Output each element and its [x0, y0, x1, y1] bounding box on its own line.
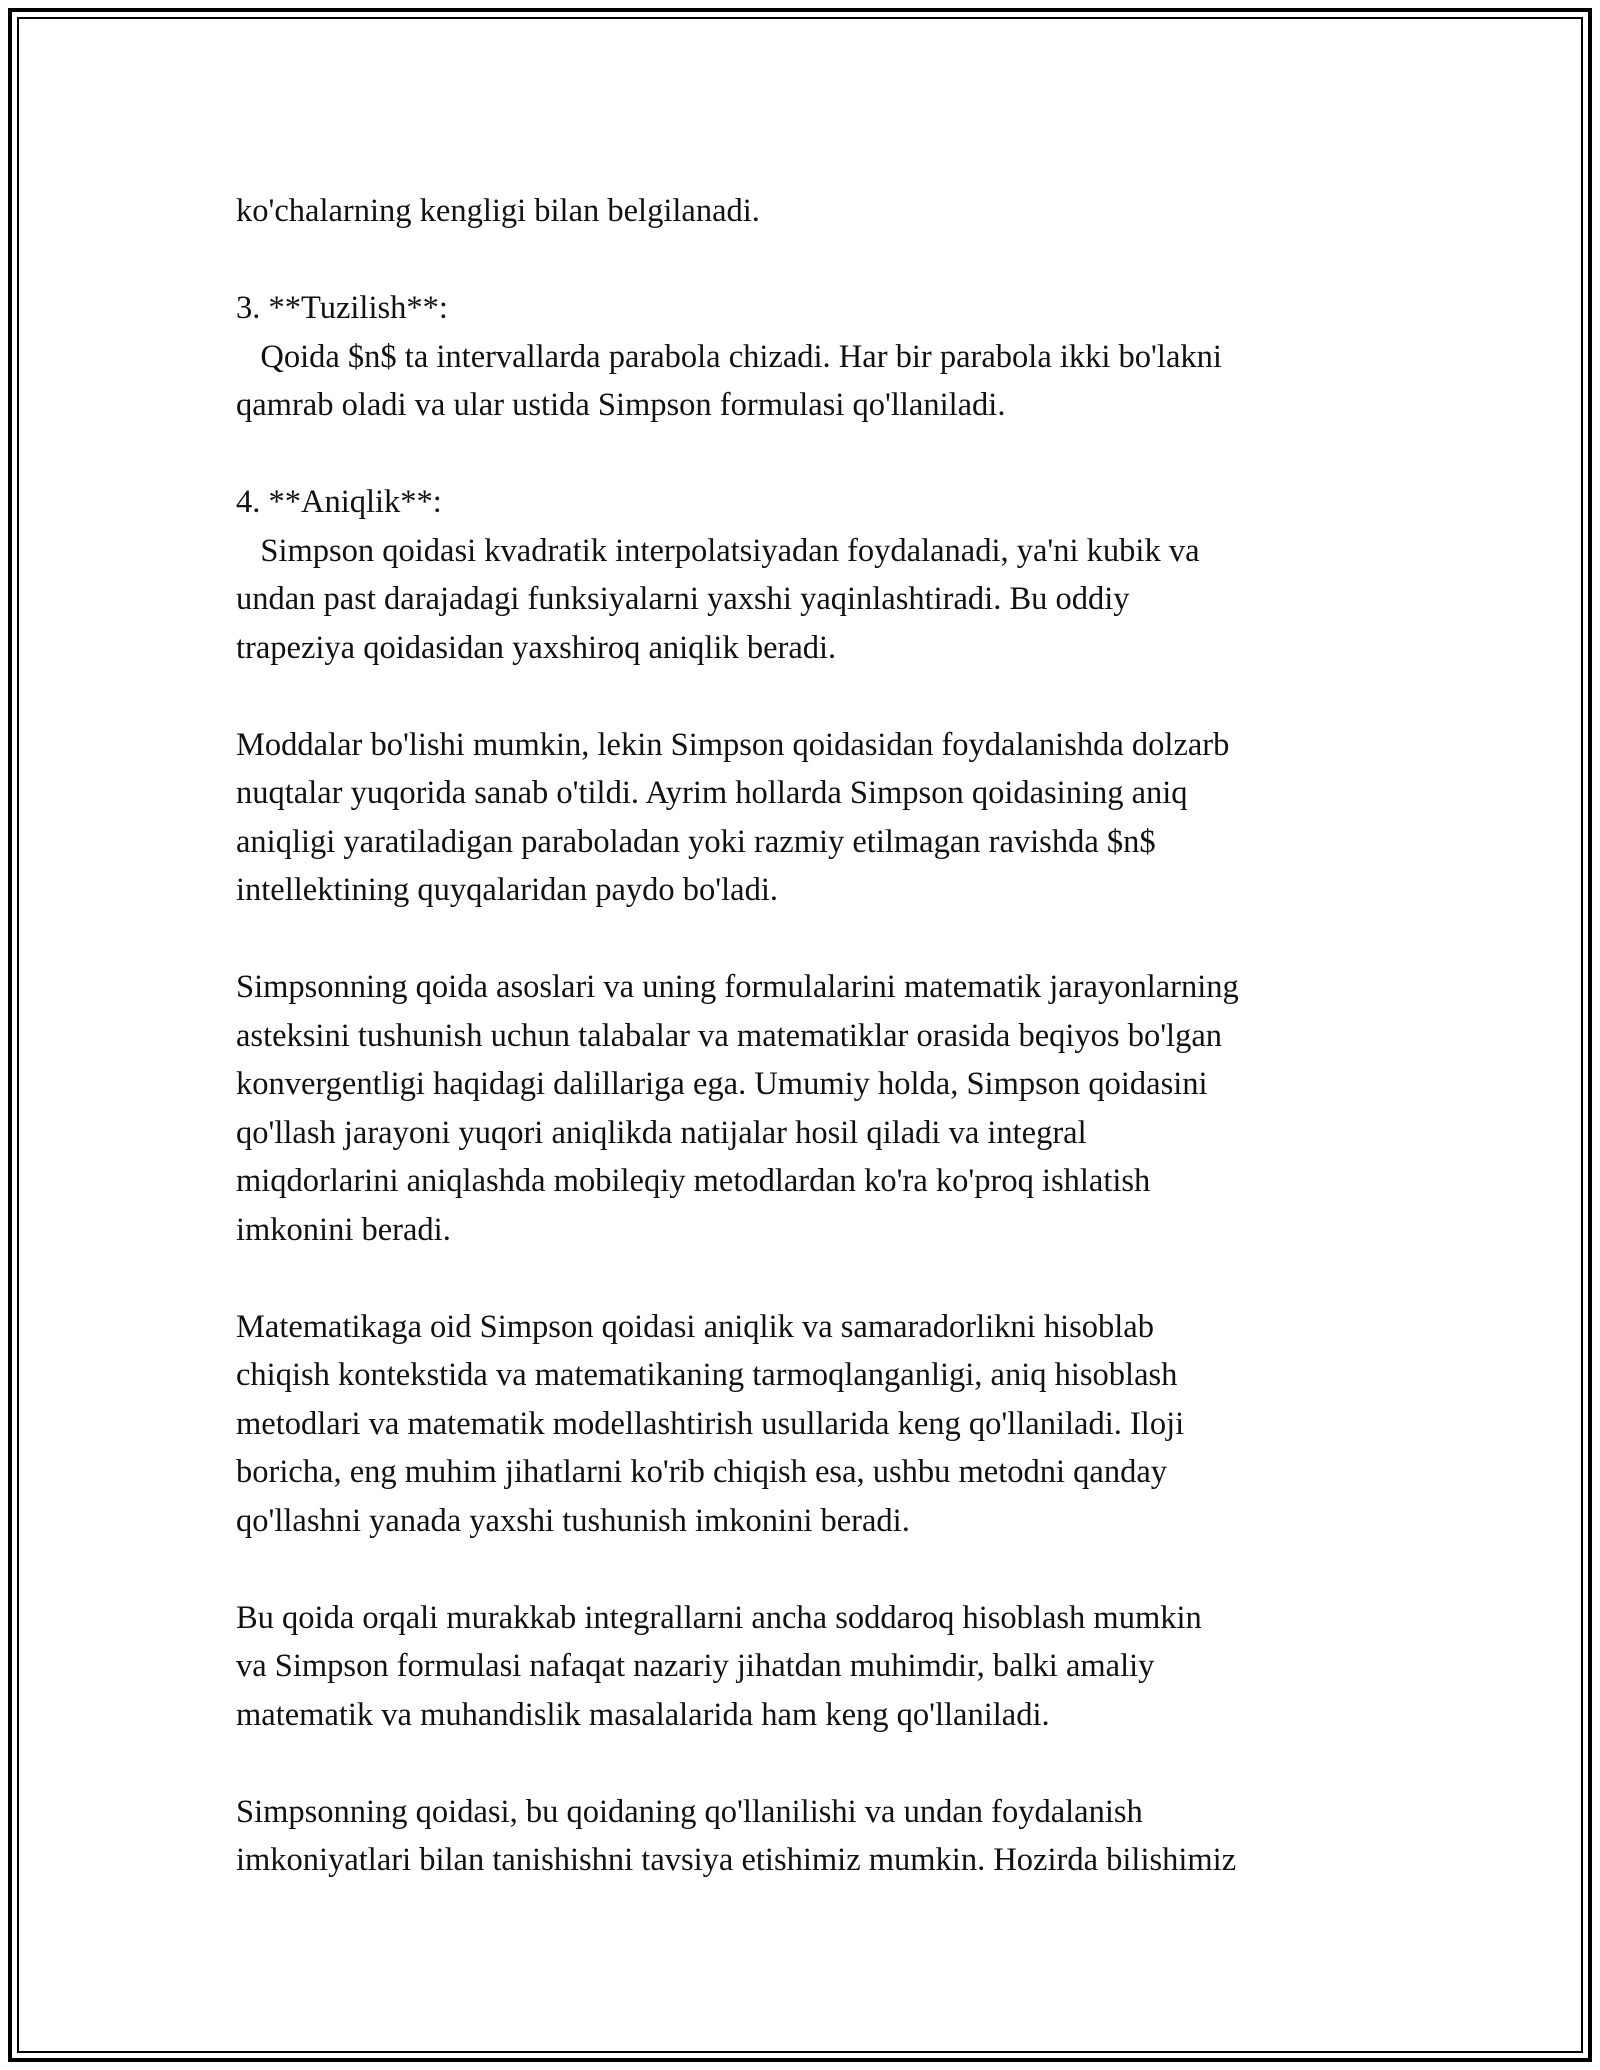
- text-line: Moddalar bo'lishi mumkin, lekin Simpson qoidasidan foydalanishda dolzarb: [236, 726, 1230, 763]
- paragraph: [236, 284, 1386, 430]
- paragraph: [236, 1594, 1386, 1740]
- text-line: imkonini beradi.: [236, 1211, 451, 1248]
- text-line: Qoida $n$ ta intervallarda parabola chizadi. Har bir parabola ikki bo'lakni: [236, 338, 1222, 375]
- text-line: va Simpson formulasi nafaqat nazariy jihatdan muhimdir, balki amaliy: [236, 1648, 1155, 1684]
- paragraph: [236, 1788, 1386, 1885]
- text-line: qamrab oladi va ular ustida Simpson formulasi qo'llaniladi.: [236, 387, 1006, 423]
- text-line: Simpsonning qoidasi, bu qoidaning qo'llanilishi va undan foydalanish: [236, 1793, 1143, 1830]
- text-line: chiqish kontekstida va matematikaning tarmoqlanganligi, aniq hisoblash: [236, 1357, 1178, 1393]
- text-line: aniqligi yaratiladigan paraboladan yoki razmiy etilmagan ravishda $n$: [236, 823, 1156, 860]
- paragraph: [236, 187, 1386, 236]
- document-body: [236, 187, 1386, 1885]
- paragraph-spacer: [236, 1739, 1386, 1788]
- text-line: Matematikaga oid Simpson qoidasi aniqlik va samaradorlikni hisoblab: [236, 1308, 1154, 1345]
- text-line: 4. **Aniqlik**:: [236, 484, 442, 520]
- text-line: qo'llashni yanada yaxshi tushunish imkonini beradi.: [236, 1502, 910, 1539]
- text-line: asteksini tushunish uchun talabalar va matematiklar orasida beqiyos bo'lgan: [236, 1017, 1223, 1054]
- text-line: nuqtalar yuqorida sanab o'tildi. Ayrim hollarda Simpson qoidasining aniq: [236, 775, 1188, 811]
- text-line: qo'llash jarayoni yuqori aniqlikda natijalar hosil qiladi va integral: [236, 1114, 1087, 1151]
- text-line: Simpson qoidasi kvadratik interpolatsiyadan foydalanadi, ya'ni kubik va: [236, 532, 1200, 569]
- text-line: boricha, eng muhim jihatlarni ko'rib chiqish esa, ushbu metodni qanday: [236, 1454, 1168, 1490]
- text-line: matematik va muhandislik masalalarida ham keng qo'llaniladi.: [236, 1696, 1050, 1733]
- text-line: imkoniyatlari bilan tanishishni tavsiya etishimiz mumkin. Hozirda bilishimiz: [236, 1842, 1237, 1878]
- paragraph: [236, 1303, 1386, 1546]
- paragraph-spacer: [236, 1254, 1386, 1303]
- text-line: metodlari va matematik modellashtirish usullarida keng qo'llaniladi. Iloji: [236, 1405, 1185, 1442]
- text-line: Simpsonning qoida asoslari va uning formulalarini matematik jarayonlarning: [236, 969, 1239, 1005]
- text-line: trapeziya qoidasidan yaxshiroq aniqlik beradi.: [236, 629, 837, 666]
- paragraph: [236, 963, 1386, 1254]
- text-line: undan past darajadagi funksiyalarni yaxshi yaqinlashtiradi. Bu oddiy: [236, 581, 1130, 617]
- text-line: konvergentligi haqidagi dalillariga ega. Umumiy holda, Simpson qoidasini: [236, 1066, 1208, 1102]
- paragraph: [236, 478, 1386, 672]
- text-line: intellektining quyqalaridan paydo bo'ladi.: [236, 872, 778, 908]
- paragraph-spacer: [236, 672, 1386, 721]
- paragraph-spacer: [236, 1545, 1386, 1594]
- paragraph-spacer: [236, 430, 1386, 479]
- paragraph: [236, 721, 1386, 915]
- text-line: 3. **Tuzilish**:: [236, 290, 448, 326]
- text-line: Bu qoida orqali murakkab integrallarni ancha soddaroq hisoblash mumkin: [236, 1599, 1202, 1636]
- paragraph-spacer: [236, 915, 1386, 964]
- paragraph-spacer: [236, 236, 1386, 285]
- text-line: miqdorlarini aniqlashda mobileqiy metodlardan ko'ra ko'proq ishlatish: [236, 1163, 1151, 1199]
- text-line: ko'chalarning kengligi bilan belgilanadi.: [236, 193, 760, 229]
